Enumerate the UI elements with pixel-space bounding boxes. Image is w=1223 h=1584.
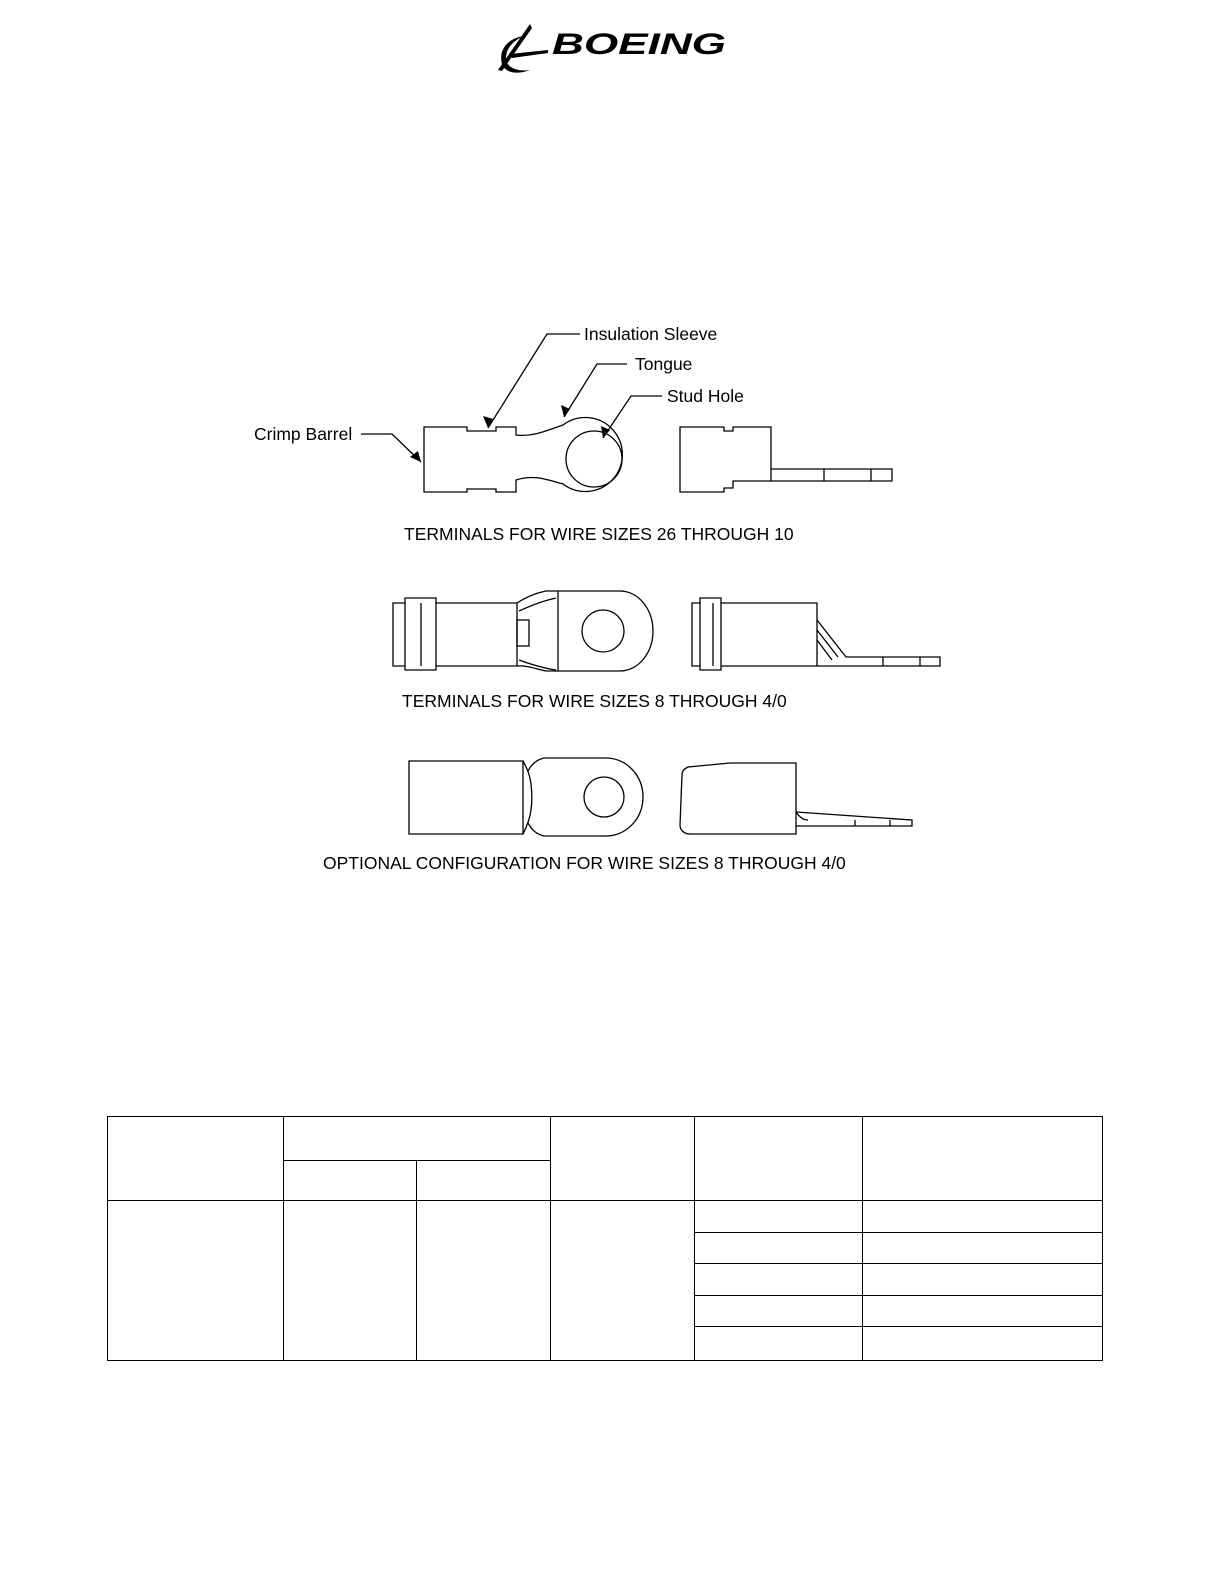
header-cell xyxy=(108,1117,284,1201)
label-stud-hole: Stud Hole xyxy=(667,386,744,406)
terminal-optional-top-view xyxy=(409,758,643,836)
boeing-wordmark: BOEING xyxy=(552,28,726,61)
subheader-cell xyxy=(284,1161,417,1201)
stud-hole-leader xyxy=(603,396,662,438)
table-cell xyxy=(695,1264,863,1296)
terminal-large-side-view xyxy=(692,598,940,670)
table-cell xyxy=(863,1201,1103,1233)
table-cell xyxy=(863,1327,1103,1361)
terminal-spec-table xyxy=(107,1116,1103,1361)
caption-optional-configuration: OPTIONAL CONFIGURATION FOR WIRE SIZES 8 THROUGH 4/0 xyxy=(323,853,846,873)
terminal-large-top-view xyxy=(393,591,653,671)
tongue-leader xyxy=(564,364,627,417)
terminal-optional-side-view xyxy=(680,763,912,834)
header-cell xyxy=(863,1117,1103,1201)
table-cell xyxy=(863,1296,1103,1327)
table-cell xyxy=(863,1233,1103,1264)
terminal-small-side-view xyxy=(680,427,892,492)
table-cell xyxy=(863,1264,1103,1296)
table-cell xyxy=(695,1296,863,1327)
caption-large-terminals: TERMINALS FOR WIRE SIZES 8 THROUGH 4/0 xyxy=(402,691,787,711)
table-cell xyxy=(695,1233,863,1264)
table-row xyxy=(108,1201,1103,1233)
header-cell xyxy=(551,1117,695,1201)
label-tongue: Tongue xyxy=(635,354,693,374)
table-cell xyxy=(695,1327,863,1361)
caption-small-terminals: TERMINALS FOR WIRE SIZES 26 THROUGH 10 xyxy=(404,524,794,544)
table-cell xyxy=(417,1201,551,1361)
label-crimp-barrel: Crimp Barrel xyxy=(254,424,353,444)
table-cell xyxy=(695,1201,863,1233)
label-insulation-sleeve: Insulation Sleeve xyxy=(584,324,718,344)
subheader-cell xyxy=(417,1161,551,1201)
table-header-row xyxy=(108,1117,1103,1161)
header-cell xyxy=(695,1117,863,1201)
table-cell xyxy=(108,1201,284,1361)
header-cell xyxy=(284,1117,551,1161)
terminal-small-top-view xyxy=(424,418,622,493)
table-cell xyxy=(551,1201,695,1361)
table-cell xyxy=(284,1201,417,1361)
